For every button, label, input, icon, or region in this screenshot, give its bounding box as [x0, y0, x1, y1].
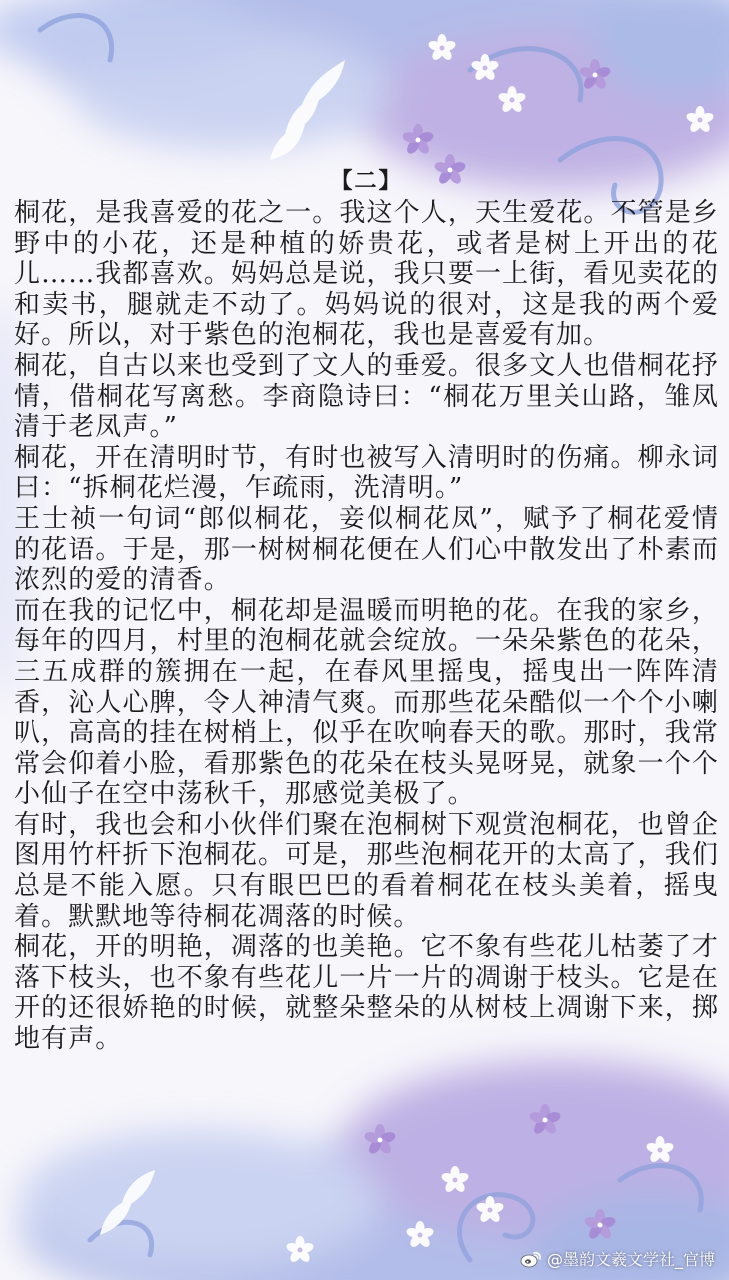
paragraph-7: 桐花，开的明艳，凋落的也美艳。它不象有些花儿枯萎了才落下枝头，也不象有些花儿一片一片的凋谢于枝头。它是在开的还很娇艳的时候，就整朵整朵的从树枝上凋谢下来，掷地有声。 [14, 932, 719, 1055]
paragraph-6: 有时，我也会和小伙伴们聚在泡桐树下观赏泡桐花，也曾企图用竹杆折下泡桐花。可是，那些泡桐花开的太高了，我们总是不能入愿。只有眼巴巴的看着桐花在枝头美着，摇曳着。默默地等待桐花凋落的时候。 [14, 809, 719, 932]
paragraph-5: 而在我的记忆中，桐花却是温暖而明艳的花。在我的家乡，每年的四月，村里的泡桐花就会绽放。一朵朵紫色的花朵，三五成群的簇拥在一起，在春风里摇曳，摇曳出一阵阵清香，沁人心脾，令人神清气爽。而那些花朵酷似一个个小喇叭，高高的挂在树梢上，似乎在吹响春天的歌。那时，我常常会仰着小脸，看那紫色的花朵在枝头晃呀晃，就象一个个小仙子在空中荡秋千，那感觉美极了。 [14, 595, 719, 810]
article-content [14, 166, 719, 1055]
paragraph-3: 桐花，开在清明时节，有时也被写入清明时的伤痛。柳永词曰：“拆桐花烂漫，乍疏雨，洗清明。” [14, 442, 719, 504]
paragraph-2: 桐花，自古以来也受到了文人的垂爱。很多文人也借桐花抒情，借桐花写离愁。李商隐诗曰：“桐花万里关山路，雏凤清于老凤声。” [14, 350, 719, 443]
weibo-icon [520, 1250, 542, 1268]
paragraph-1: 桐花，是我喜爱的花之一。我这个人，天生爱花。不管是乡野中的小花，还是种植的娇贵花，或者是树上开出的花儿……我都喜欢。妈妈总是说，我只要一上街，看见卖花的和卖书，腿就走不动了。妈妈说的很对，这是我的两个爱好。所以，对于紫色的泡桐花，我也是喜爱有加。 [14, 198, 719, 351]
section-title: 【二】 [330, 168, 403, 194]
watermark-text: @墨韵文羲文学社_官博 [546, 1250, 715, 1269]
weibo-watermark [520, 1247, 715, 1270]
paragraph-4: 王士祯一句词“郎似桐花，妾似桐花凤”，赋予了桐花爱情的花语。于是，那一树树桐花便在人们心中散发出了朴素而浓烈的爱的清香。 [14, 503, 719, 596]
